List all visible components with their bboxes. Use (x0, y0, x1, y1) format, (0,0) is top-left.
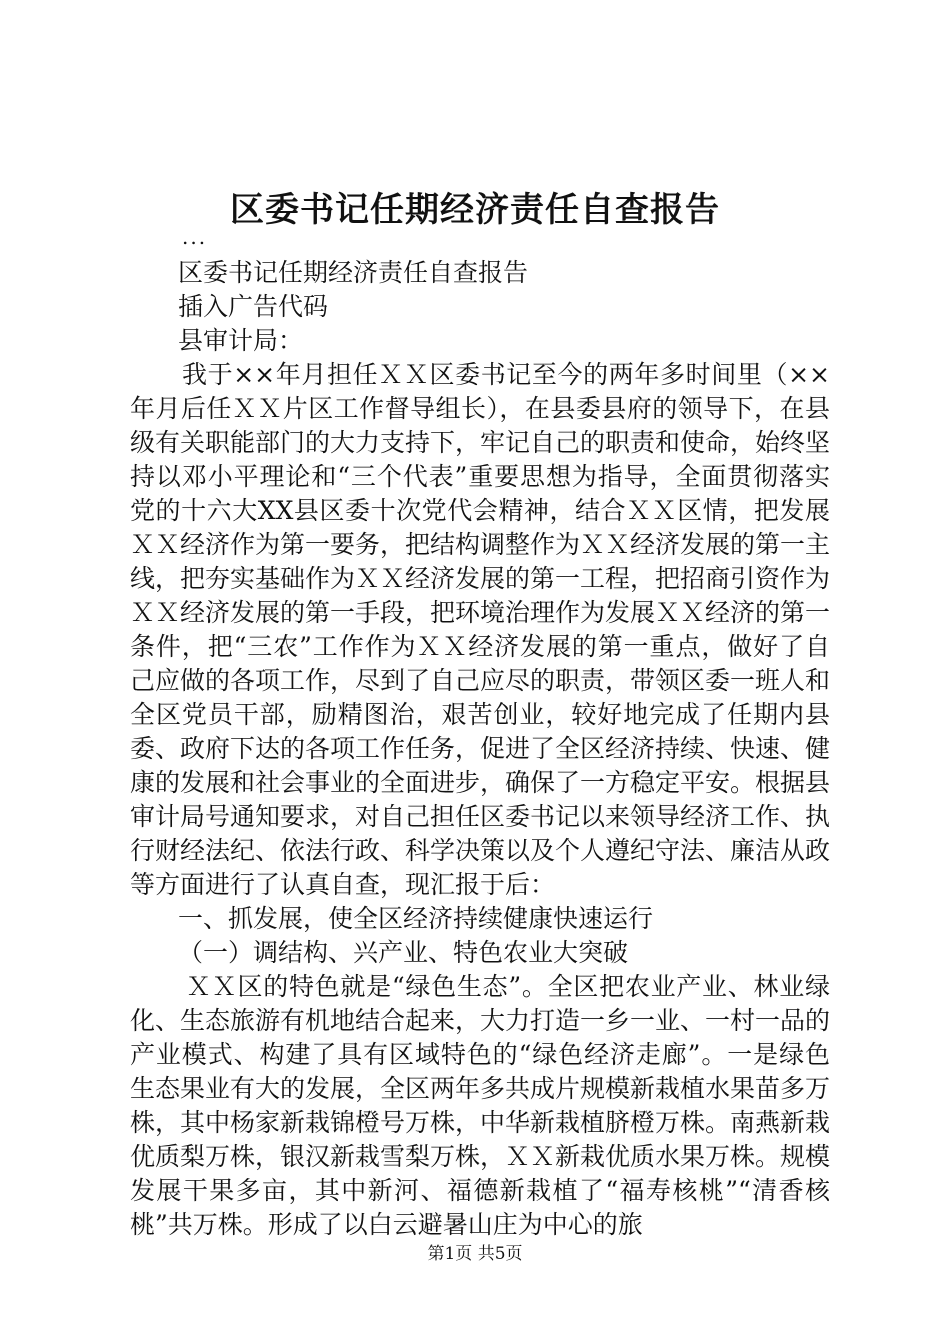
ellipsis-text: ... (182, 225, 208, 249)
document-title: 区委书记任期经济责任自查报告 (230, 190, 720, 230)
document-body (130, 222, 830, 1242)
subsection-heading: （一）调结构、兴产业、特色农业大突破 (178, 938, 629, 967)
subtitle-line: 区委书记任期经济责任自查报告 (178, 258, 529, 287)
ad-code-line: 插入广告代码 (178, 292, 329, 321)
intro-paragraph: 我于××年月担任ＸＸ区委书记至今的两年多时间里（××年月后任ＸＸ片区工作督导组长），在县委县府的领导下，在县级有关职能部门的大力支持下，牢记自己的职责和使命，始终坚持以邓小平理论和“三个代表”重要思想为指导，全面贯彻落实党的十六大XX县区委十次党代会精神，结合ＸＸ区情，把发展ＸＸ经济作为第一要务，把结构调整作为ＸＸ经济发展的第一主线，把夯实基础作为ＸＸ经济发展的第一工程，把招商引资作为ＸＸ经济发展的第一手段，把环境治理作为发展ＸＸ经济的第一条件，把“三农”工作作为ＸＸ经济发展的第一重点，做好了自己应做的各项工作，尽到了自己应尽的职责，带领区委一班人和全区党员干部，励精图治，艰苦创业，较好地完成了任期内县委、政府下达的各项工作任务，促进了全区经济持续、快速、健康的发展和社会事业的全面进步，确保了一方稳定平安。根据县审计局号通知要求，对自己担任区委书记以来领导经济工作、执行财经法纪、依法行政、科学决策以及个人遵纪守法、廉洁从政等方面进行了认真自查，现汇报于后： (130, 360, 831, 899)
page-footer: 第1页 共5页 (427, 1244, 523, 1264)
section-heading: 一、抓发展，使全区经济持续健康快速运行 (178, 904, 654, 933)
section-paragraph: ＸＸ区的特色就是“绿色生态”。全区把农业产业、林业绿化、生态旅游有机地结合起来，大力打造一乡一业、一村一品的产业模式、构建了具有区域特色的“绿色经济走廊”。一是绿色生态果业有大的发展，全区两年多共成片规模新栽植水果苗多万株，其中杨家新栽锦橙号万株，中华新栽植脐橙万株。南燕新栽优质梨万株，银汉新栽雪梨万株，ＸＸ新栽优质水果万株。规模发展干果多亩，其中新河、福德新栽植了“福寿核桃”“清香核桃”共万株。形成了以白云避暑山庄为中心的旅 (130, 972, 831, 1239)
recipient-line: 县审计局： (178, 326, 304, 355)
